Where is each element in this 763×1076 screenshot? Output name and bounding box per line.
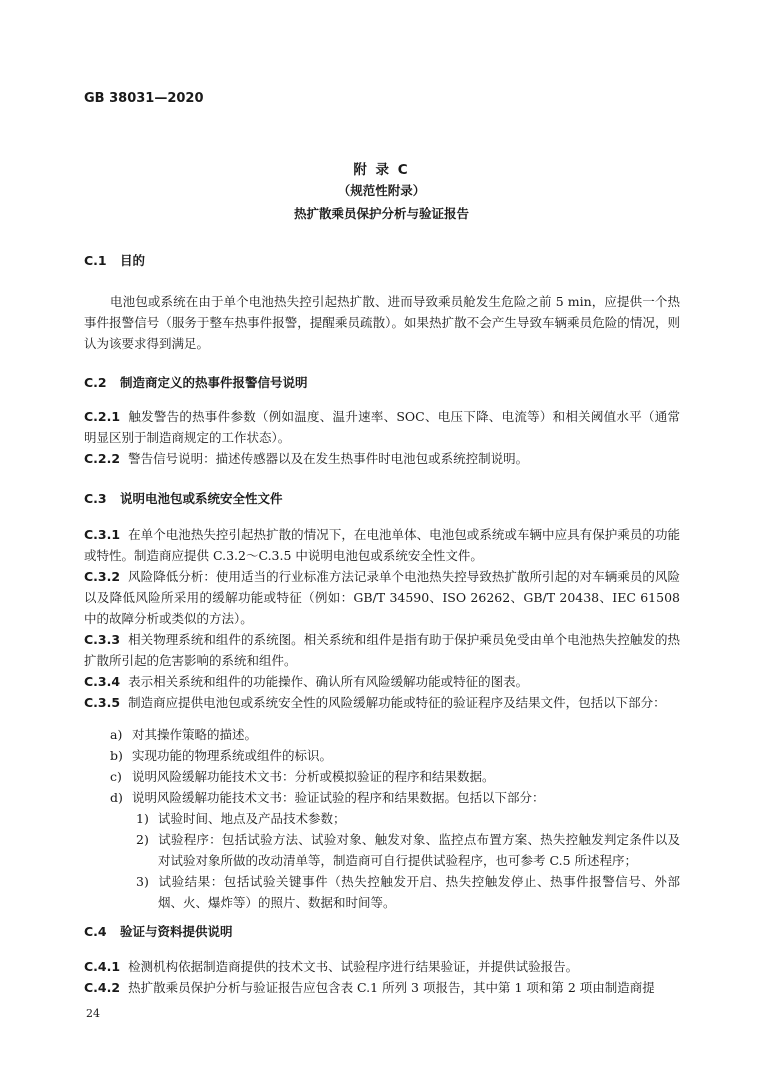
clause-number: C.3.3 [84, 632, 121, 647]
clause-text: 相关物理系统和组件的系统图。相关系统和组件是指有助于保护乘员免受由单个电池热失控触发的热扩散所引起的危害影响的系统和组件。 [84, 632, 680, 668]
clause-text: 表示相关系统和组件的功能操作、确认所有风险缓解功能或特征的图表。 [128, 674, 529, 689]
clause-c2-1 [84, 406, 680, 448]
clause-number: C.2.2 [84, 451, 121, 466]
clause-number: C.2.1 [84, 409, 121, 424]
sub-item-3 [136, 871, 680, 913]
section-heading-c1 [84, 251, 145, 269]
list-marker: c) [110, 769, 122, 784]
section-number: C.4 [84, 924, 107, 939]
section-number: C.3 [84, 491, 107, 506]
list-text: 说明风险缓解功能技术文书：验证试验的程序和结果数据。包括以下部分： [132, 790, 545, 805]
section-title: 说明电池包或系统安全性文件 [120, 491, 283, 506]
clause-text: 触发警告的热事件参数（例如温度、温升速率、SOC、电压下降、电流等）和相关阈值水平（通常明显区别于制造商规定的工作状态）。 [84, 409, 680, 445]
list-text: 说明风险缓解功能技术文书：分析或模拟验证的程序和结果数据。 [132, 769, 495, 784]
sub-marker: 3) [136, 874, 149, 889]
section-heading-c2 [84, 373, 308, 391]
list-marker: b) [110, 748, 123, 763]
annex-title: 热扩散乘员保护分析与验证报告 [293, 206, 469, 221]
clause-number: C.4.2 [84, 980, 121, 995]
clause-text: 热扩散乘员保护分析与验证报告应包含表 C.1 所列 3 项报告，其中第 1 项和第 2 项由制造商提 [128, 980, 655, 995]
sub-text: 试验结果：包括试验关键事件（热失控触发开启、热失控触发停止、热事件报警信号、外部烟、火、爆炸等）的照片、数据和时间等。 [158, 874, 680, 910]
clause-c3-1 [84, 524, 680, 566]
section-title: 制造商定义的热事件报警信号说明 [120, 375, 308, 390]
sub-item-2 [136, 829, 680, 871]
page-number: 24 [86, 1007, 100, 1020]
clause-number: C.4.1 [84, 959, 121, 974]
clause-c4-1 [84, 956, 680, 977]
clause-number: C.3.2 [84, 569, 121, 584]
clause-text: 在单个电池热失控引起热扩散的情况下，在电池单体、电池包或系统或车辆中应具有保护乘员的功能或特性。制造商应提供 C.3.2～C.3.5 中说明电池包或系统安全性文件。 [84, 527, 680, 563]
clause-c3-4 [84, 671, 680, 692]
list-item-d [110, 787, 545, 808]
clause-c3-2 [84, 566, 680, 629]
clause-number: C.3.4 [84, 674, 121, 689]
sub-text: 试验时间、地点及产品技术参数； [158, 811, 346, 826]
list-text: 对其操作策略的描述。 [132, 727, 258, 742]
clause-c3-3 [84, 629, 680, 671]
clause-text: 警告信号说明：描述传感器以及在发生热事件时电池包或系统控制说明。 [128, 451, 529, 466]
list-marker: d) [110, 790, 123, 805]
list-text: 实现功能的物理系统或组件的标识。 [132, 748, 333, 763]
sub-marker: 2) [136, 832, 149, 847]
annex-label: 附 录 C [353, 162, 410, 178]
section-heading-c4 [84, 922, 233, 940]
clause-c3-5 [84, 692, 680, 713]
section-title: 验证与资料提供说明 [120, 924, 233, 939]
clause-text: 风险降低分析：使用适当的行业标准方法记录单个电池热失控导致热扩散所引起的对车辆乘员的风险以及降低风险所采用的缓解功能或特征（例如：GB/T 34590、ISO 26262、GB/T 20438、IEC 61508 中的故障分析或类似的方法）。 [84, 569, 680, 626]
sub-item-1 [136, 808, 656, 829]
clause-number: C.3.1 [84, 527, 121, 542]
paragraph-c1: 电池包或系统在由于单个电池热失控引起热扩散、进而导致乘员舱发生危险之前 5 min，应提供一个热事件报警信号（服务于整车热事件报警，提醒乘员疏散）。如果热扩散不会产生导致车辆乘员危险的情况，则认为该要求得到满足。 [84, 294, 680, 351]
annex-type: （规范性附录） [337, 183, 426, 198]
sub-text: 试验程序：包括试验方法、试验对象、触发对象、监控点布置方案、热失控触发判定条件以及对试验对象所做的改动清单等，制造商可自行提供试验程序，也可参考 C.5 所述程序； [158, 832, 680, 868]
section-number: C.1 [84, 253, 107, 268]
section-title: 目的 [120, 253, 146, 268]
clause-text: 制造商应提供电池包或系统安全性的风险缓解功能或特征的验证程序及结果文件，包括以下部分： [128, 695, 666, 710]
list-item-c [110, 766, 495, 787]
sub-marker: 1) [136, 811, 149, 826]
section-number: C.2 [84, 375, 107, 390]
clause-number: C.3.5 [84, 695, 121, 710]
standard-code: GB 38031—2020 [84, 91, 204, 106]
clause-c4-2 [84, 977, 680, 998]
clause-c2-2 [84, 448, 680, 469]
clause-text: 检测机构依据制造商提供的技术文书、试验程序进行结果验证，并提供试验报告。 [128, 959, 579, 974]
list-item-b [110, 745, 332, 766]
section-heading-c3 [84, 489, 283, 507]
list-marker: a) [110, 727, 123, 742]
list-item-a [110, 724, 257, 745]
